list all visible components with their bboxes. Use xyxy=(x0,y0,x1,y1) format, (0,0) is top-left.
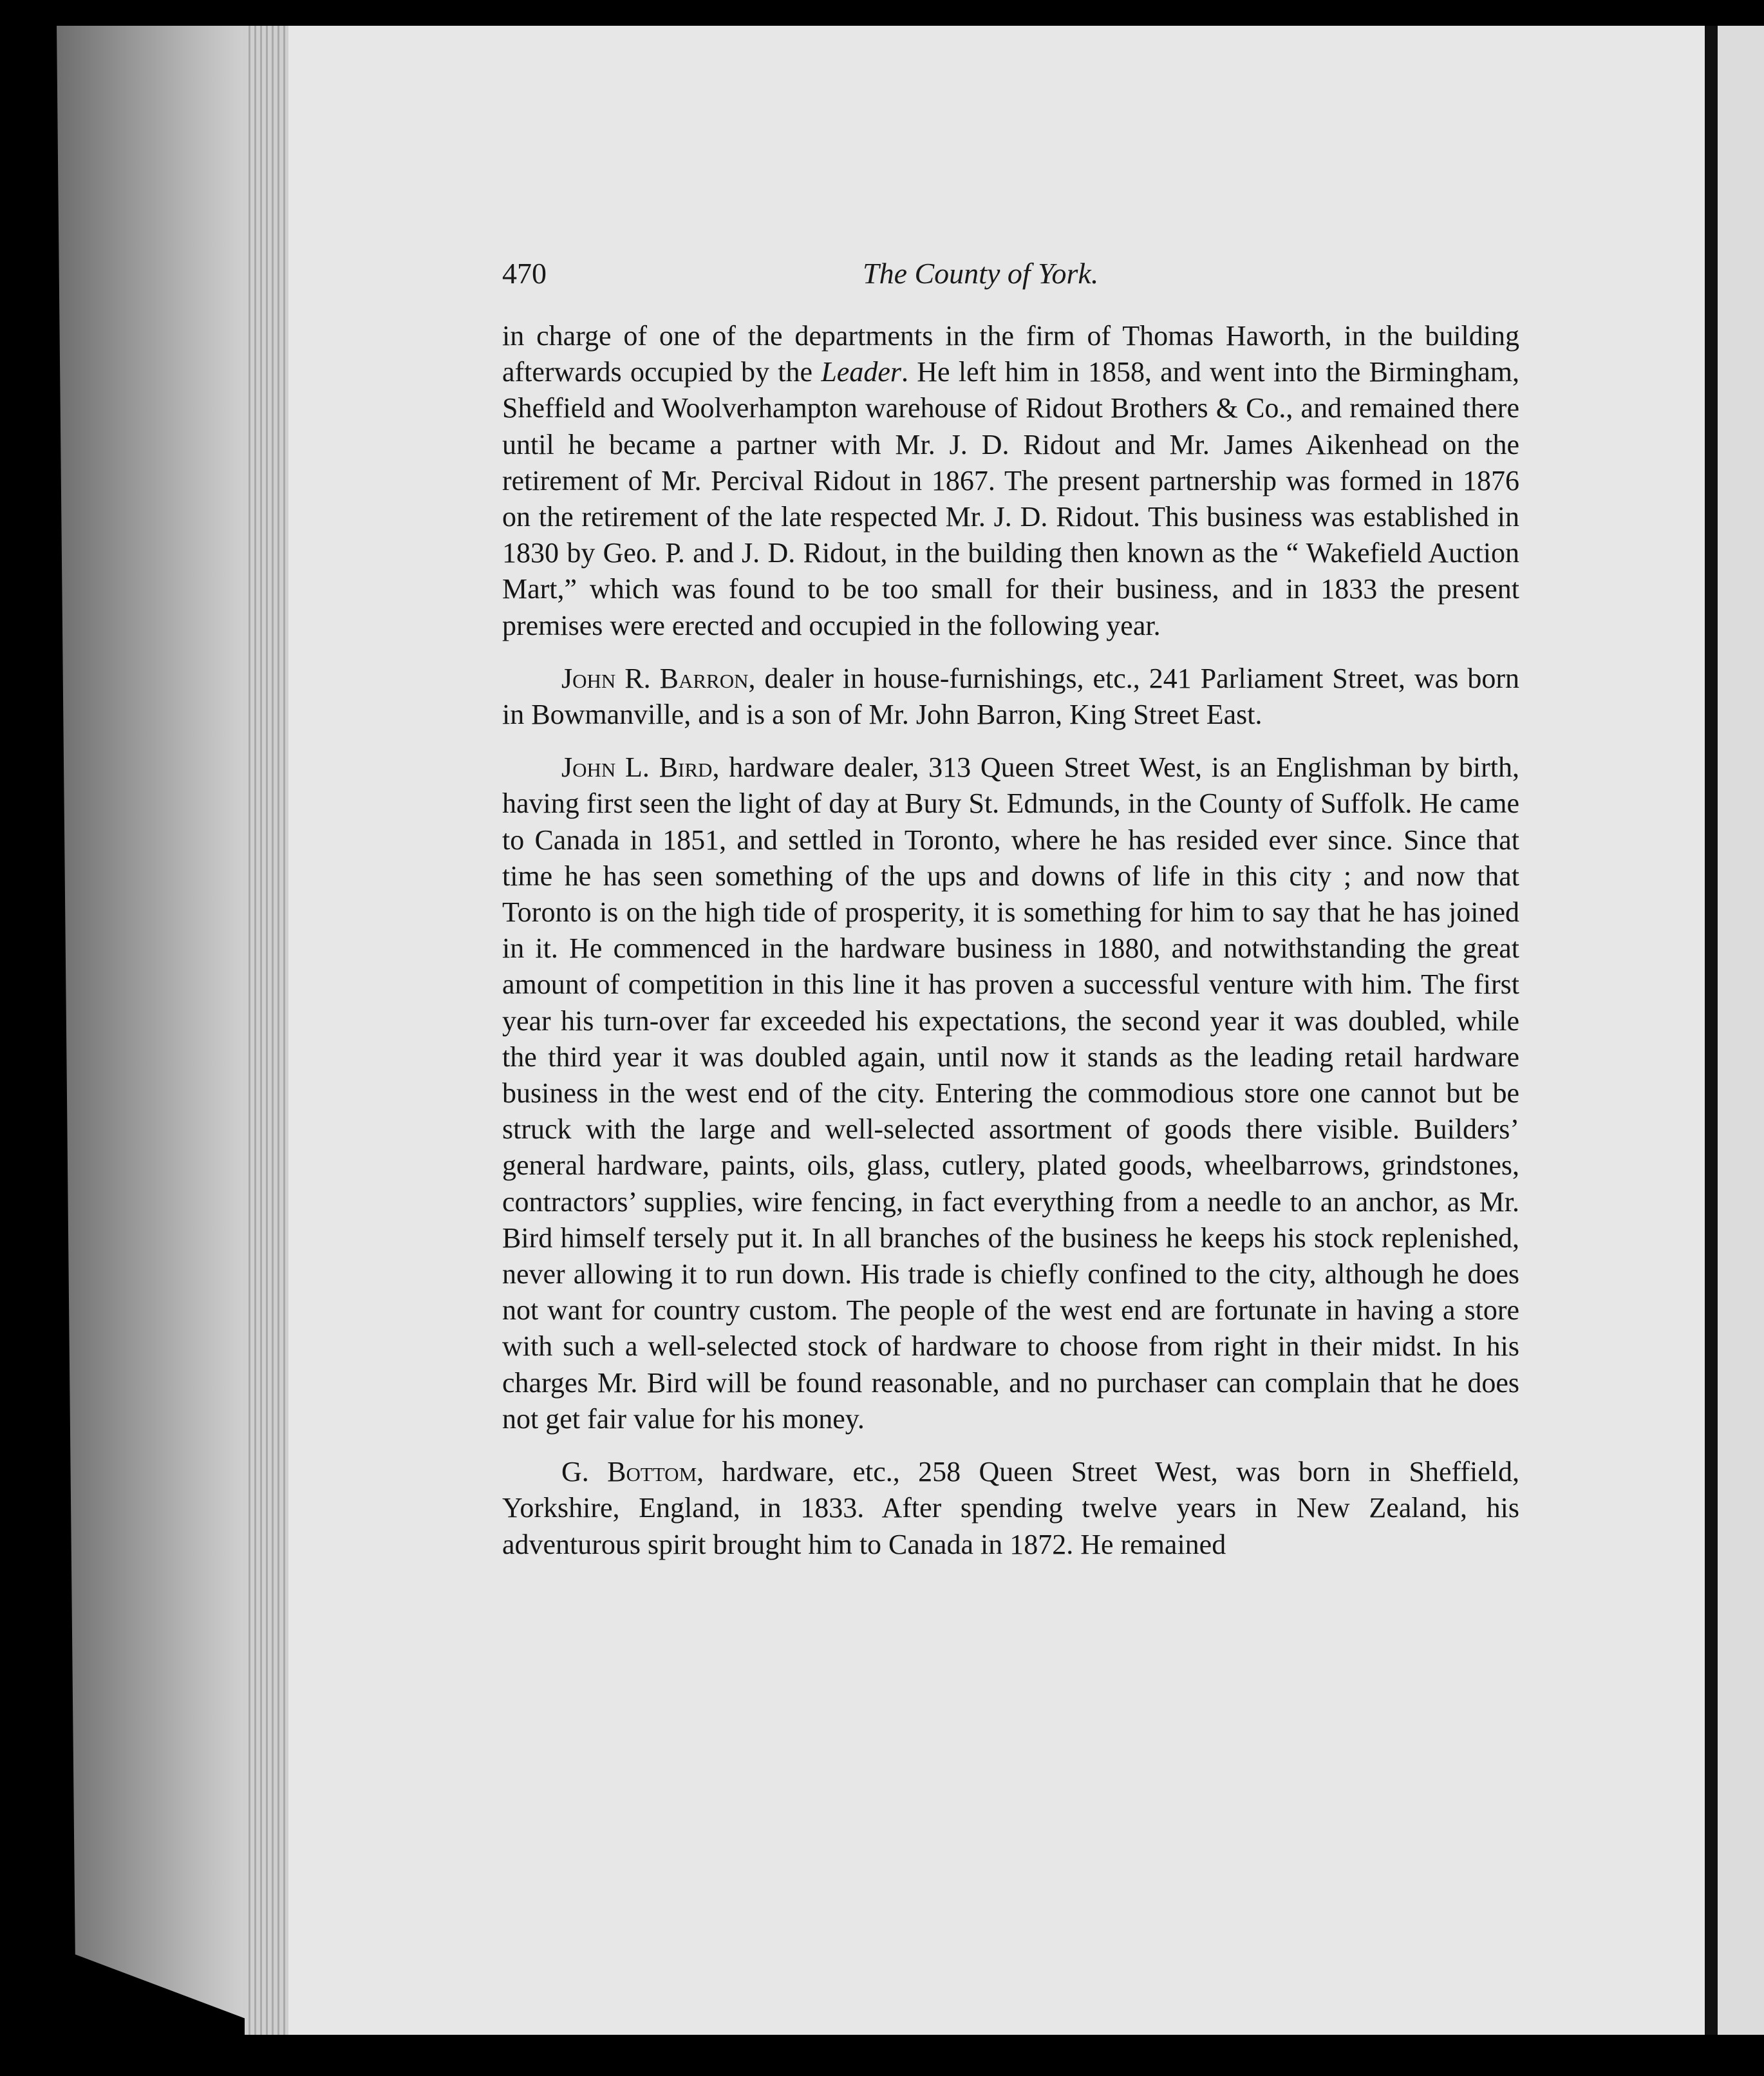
page-gutter xyxy=(1705,26,1718,2035)
entry-text: , hardware dealer, 313 Queen Street West, is an Englishman by birth, having first seen the light of day at Bury St. Edmunds, in the County of Suffolk. He came to Canada in 1851, and settled in Toronto, where he has resided ever since. Since that time he has seen something of the ups and downs of life in this city ; and now that Toronto is on the high tide of prosperity, it is something for him to say that he has joined in it. He commenced in the hardware business in 1880, and notwithstanding the great amount of competition in this line it has proven a successful venture with him. The first year his turn-over far exceeded his expectations, the second year it was doubled, while the third year it was doubled again, until now it stands as the leading retail hardware business in the west end of the city. Entering the commodious store one cannot but be struck with the large and well-selected assortment of goods there visible. Builders’ general hardware, paints, oils, glass, cutlery, plated goods, wheelbarrows, grindstones, contractors’ supplies, wire fencing, in fact everything from a needle to an anchor, as Mr. Bird himself tersely put it. In all branches of the business he keeps his stock replenished, never allowing it to run down. His trade is chiefly confined to the city, although he does not want for country custom. The people of the west end are fortunate in having a store with such a well-selected stock of hardware to choose from right in their midst. In his charges Mr. Bird will be found reasonable, and no purchaser can complain that he does not get fair value for his money. xyxy=(502,751,1519,1435)
page-number: 470 xyxy=(502,257,547,290)
paragraph-text: in charge of one of the departments in the firm of Thomas Haworth, in the building afterwards occupied by the xyxy=(502,320,1519,388)
entry-text: , dealer in house-furnishings, etc., 241 Parliament Street, was born in Bowmanville, and is a son of Mr. John Barron, King Street East. xyxy=(502,662,1519,731)
entry-name: John R. Barron xyxy=(561,662,749,694)
entry-bottom xyxy=(502,1454,1519,1563)
paragraph-continuation xyxy=(502,318,1519,644)
book-page-edges xyxy=(245,26,290,2035)
newspaper-name: Leader xyxy=(821,356,901,388)
entry-text: , hardware, etc., 258 Queen Street West, was born in Sheffield, Yorkshire, England, in 1833. After spending twelve years in New Zealand, his adventurous spirit brought him to Canada in 1872. He remained xyxy=(502,1456,1520,1560)
body-text xyxy=(502,318,1519,1580)
page-header xyxy=(502,256,1185,301)
entry-name: G. Bottom xyxy=(561,1456,697,1488)
entry-bird xyxy=(502,750,1519,1437)
entry-barron xyxy=(502,661,1519,733)
running-title: The County of York. xyxy=(863,257,1099,290)
facing-page-edge xyxy=(1718,26,1764,2035)
entry-name: John L. Bird xyxy=(561,751,713,784)
paragraph-text: . He left him in 1858, and went into the Birmingham, Sheffield and Woolverhampton warehouse of Ridout Brothers & Co., and remained there until he became a partner with Mr. J. D. Ridout and Mr. James Aikenhead on the retirement of Mr. Percival Ridout in 1867. The present partnership was formed in 1876 on the retirement of the late respected Mr. J. D. Ridout. This business was established in 1830 by Geo. P. and J. D. Ridout, in the building then known as the “ Wakefield Auction Mart,” which was found to be too small for their business, and in 1833 the present premises were erected and occupied in the following year. xyxy=(502,356,1519,641)
